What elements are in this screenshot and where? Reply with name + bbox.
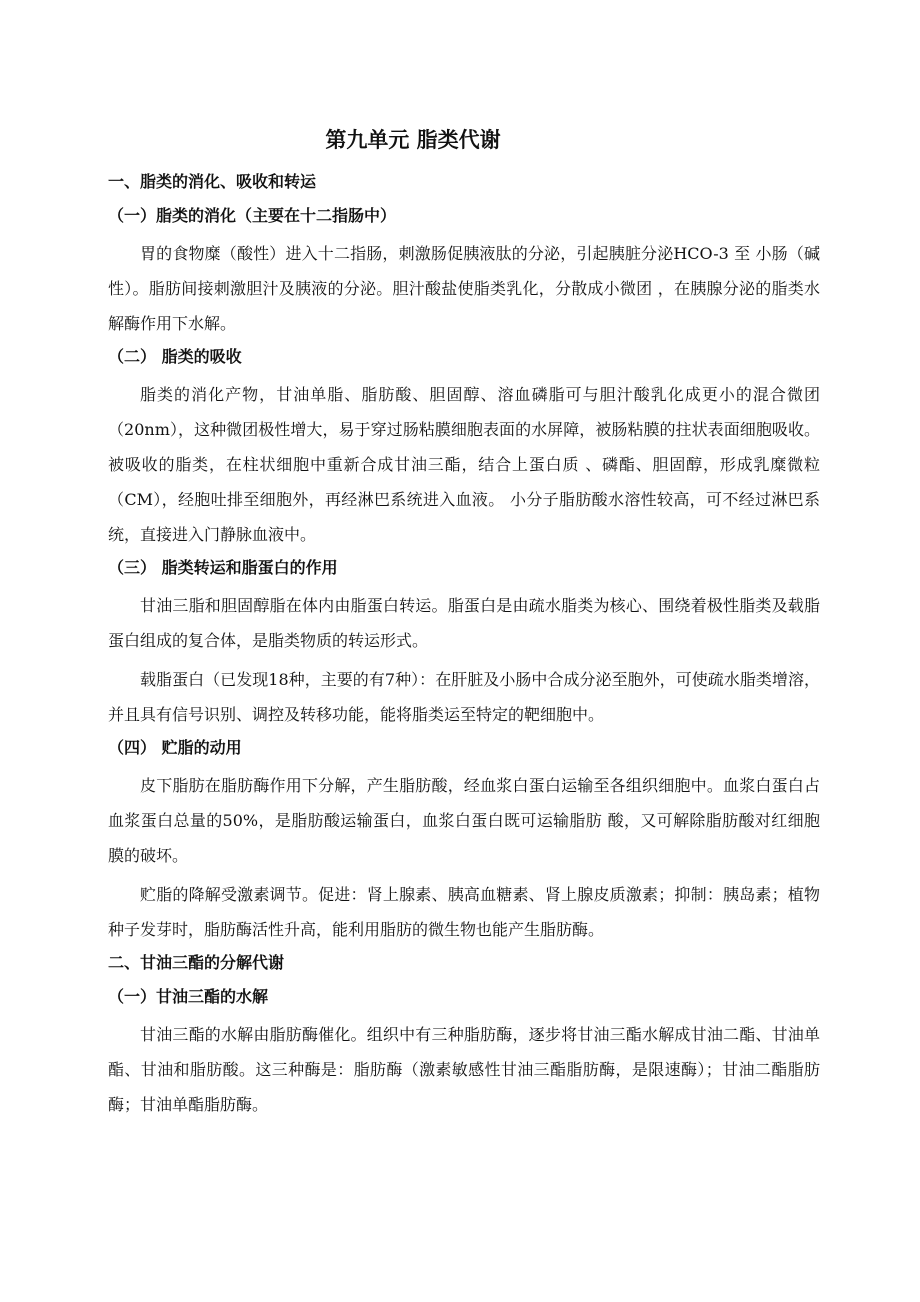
document-body [108,170,820,1126]
section-1-4-paragraph-1: 皮下脂肪在脂肪酶作用下分解，产生脂肪酸，经血浆白蛋白运输至各组织细胞中。血浆白蛋白占血浆蛋白总量的50%，是脂肪酸运输蛋白，血浆白蛋白既可运输脂肪 酸，又可解除脂肪酸对红细胞膜的破坏。 [108,776,820,865]
section-1-3-paragraph-2: 载脂蛋白（已发现18种，主要的有7种）：在肝脏及小肠中合成分泌至胞外，可使疏水脂类增溶，并且具有信号识别、调控及转移功能，能将脂类运至特定的靶细胞中。 [108,670,820,724]
section-1-2-heading: （二） 脂类的吸收 [108,347,242,366]
section-1-3-paragraph-1: 甘油三脂和胆固醇脂在体内由脂蛋白转运。脂蛋白是由疏水脂类为核心、围绕着极性脂类及载脂蛋白组成的复合体，是脂类物质的转运形式。 [108,596,820,650]
section-1-heading: 一、脂类的消化、吸收和转运 [108,172,317,191]
section-1-1-heading: （一）脂类的消化（主要在十二指肠中） [108,206,397,225]
section-1-4-heading: （四） 贮脂的动用 [108,738,242,757]
section-1-1-paragraph-1: 胃的食物糜（酸性）进入十二指肠，刺激肠促胰液肽的分泌，引起胰脏分泌HCO-3 至 小肠（碱性）。脂肪间接刺激胆汁及胰液的分泌。胆汁酸盐使脂类乳化，分散成小微团 ，在胰腺分泌的脂类水解酶作用下水解。 [108,244,820,333]
section-1-3-heading: （三） 脂类转运和脂蛋白的作用 [108,558,338,577]
document-title: 第九单元 脂类代谢 [325,128,501,152]
section-2-1-paragraph-1: 甘油三酯的水解由脂肪酶催化。组织中有三种脂肪酶，逐步将甘油三酯水解成甘油二酯、甘油单酯、甘油和脂肪酸。这三种酶是：脂肪酶（激素敏感性甘油三酯脂肪酶，是限速酶）；甘油二酯脂肪酶；甘油单酯脂肪酶。 [108,1025,820,1114]
section-1-2-paragraph-1: 脂类的消化产物，甘油单脂、脂肪酸、胆固醇、溶血磷脂可与胆汁酸乳化成更小的混合微团（20nm），这种微团极性增大，易于穿过肠粘膜细胞表面的水屏障，被肠粘膜的拄状表面细胞吸收。被吸收的脂类，在柱状细胞中重新合成甘油三酯，结合上蛋白质 、磷酯、胆固醇，形成乳糜微粒（CM），经胞吐排至细胞外，再经淋巴系统进入血液。 小分子脂肪酸水溶性较高，可不经过淋巴系统，直接进入门静脉血液中。 [108,385,820,544]
section-2-1-heading: （一）甘油三酯的水解 [108,987,269,1006]
section-2-heading: 二、甘油三酯的分解代谢 [108,953,285,972]
section-1-4-paragraph-2: 贮脂的降解受激素调节。促进：肾上腺素、胰高血糖素、肾上腺皮质激素；抑制：胰岛素；植物种子发芽时，脂肪酶活性升高，能利用脂肪的微生物也能产生脂肪酶。 [108,885,820,939]
